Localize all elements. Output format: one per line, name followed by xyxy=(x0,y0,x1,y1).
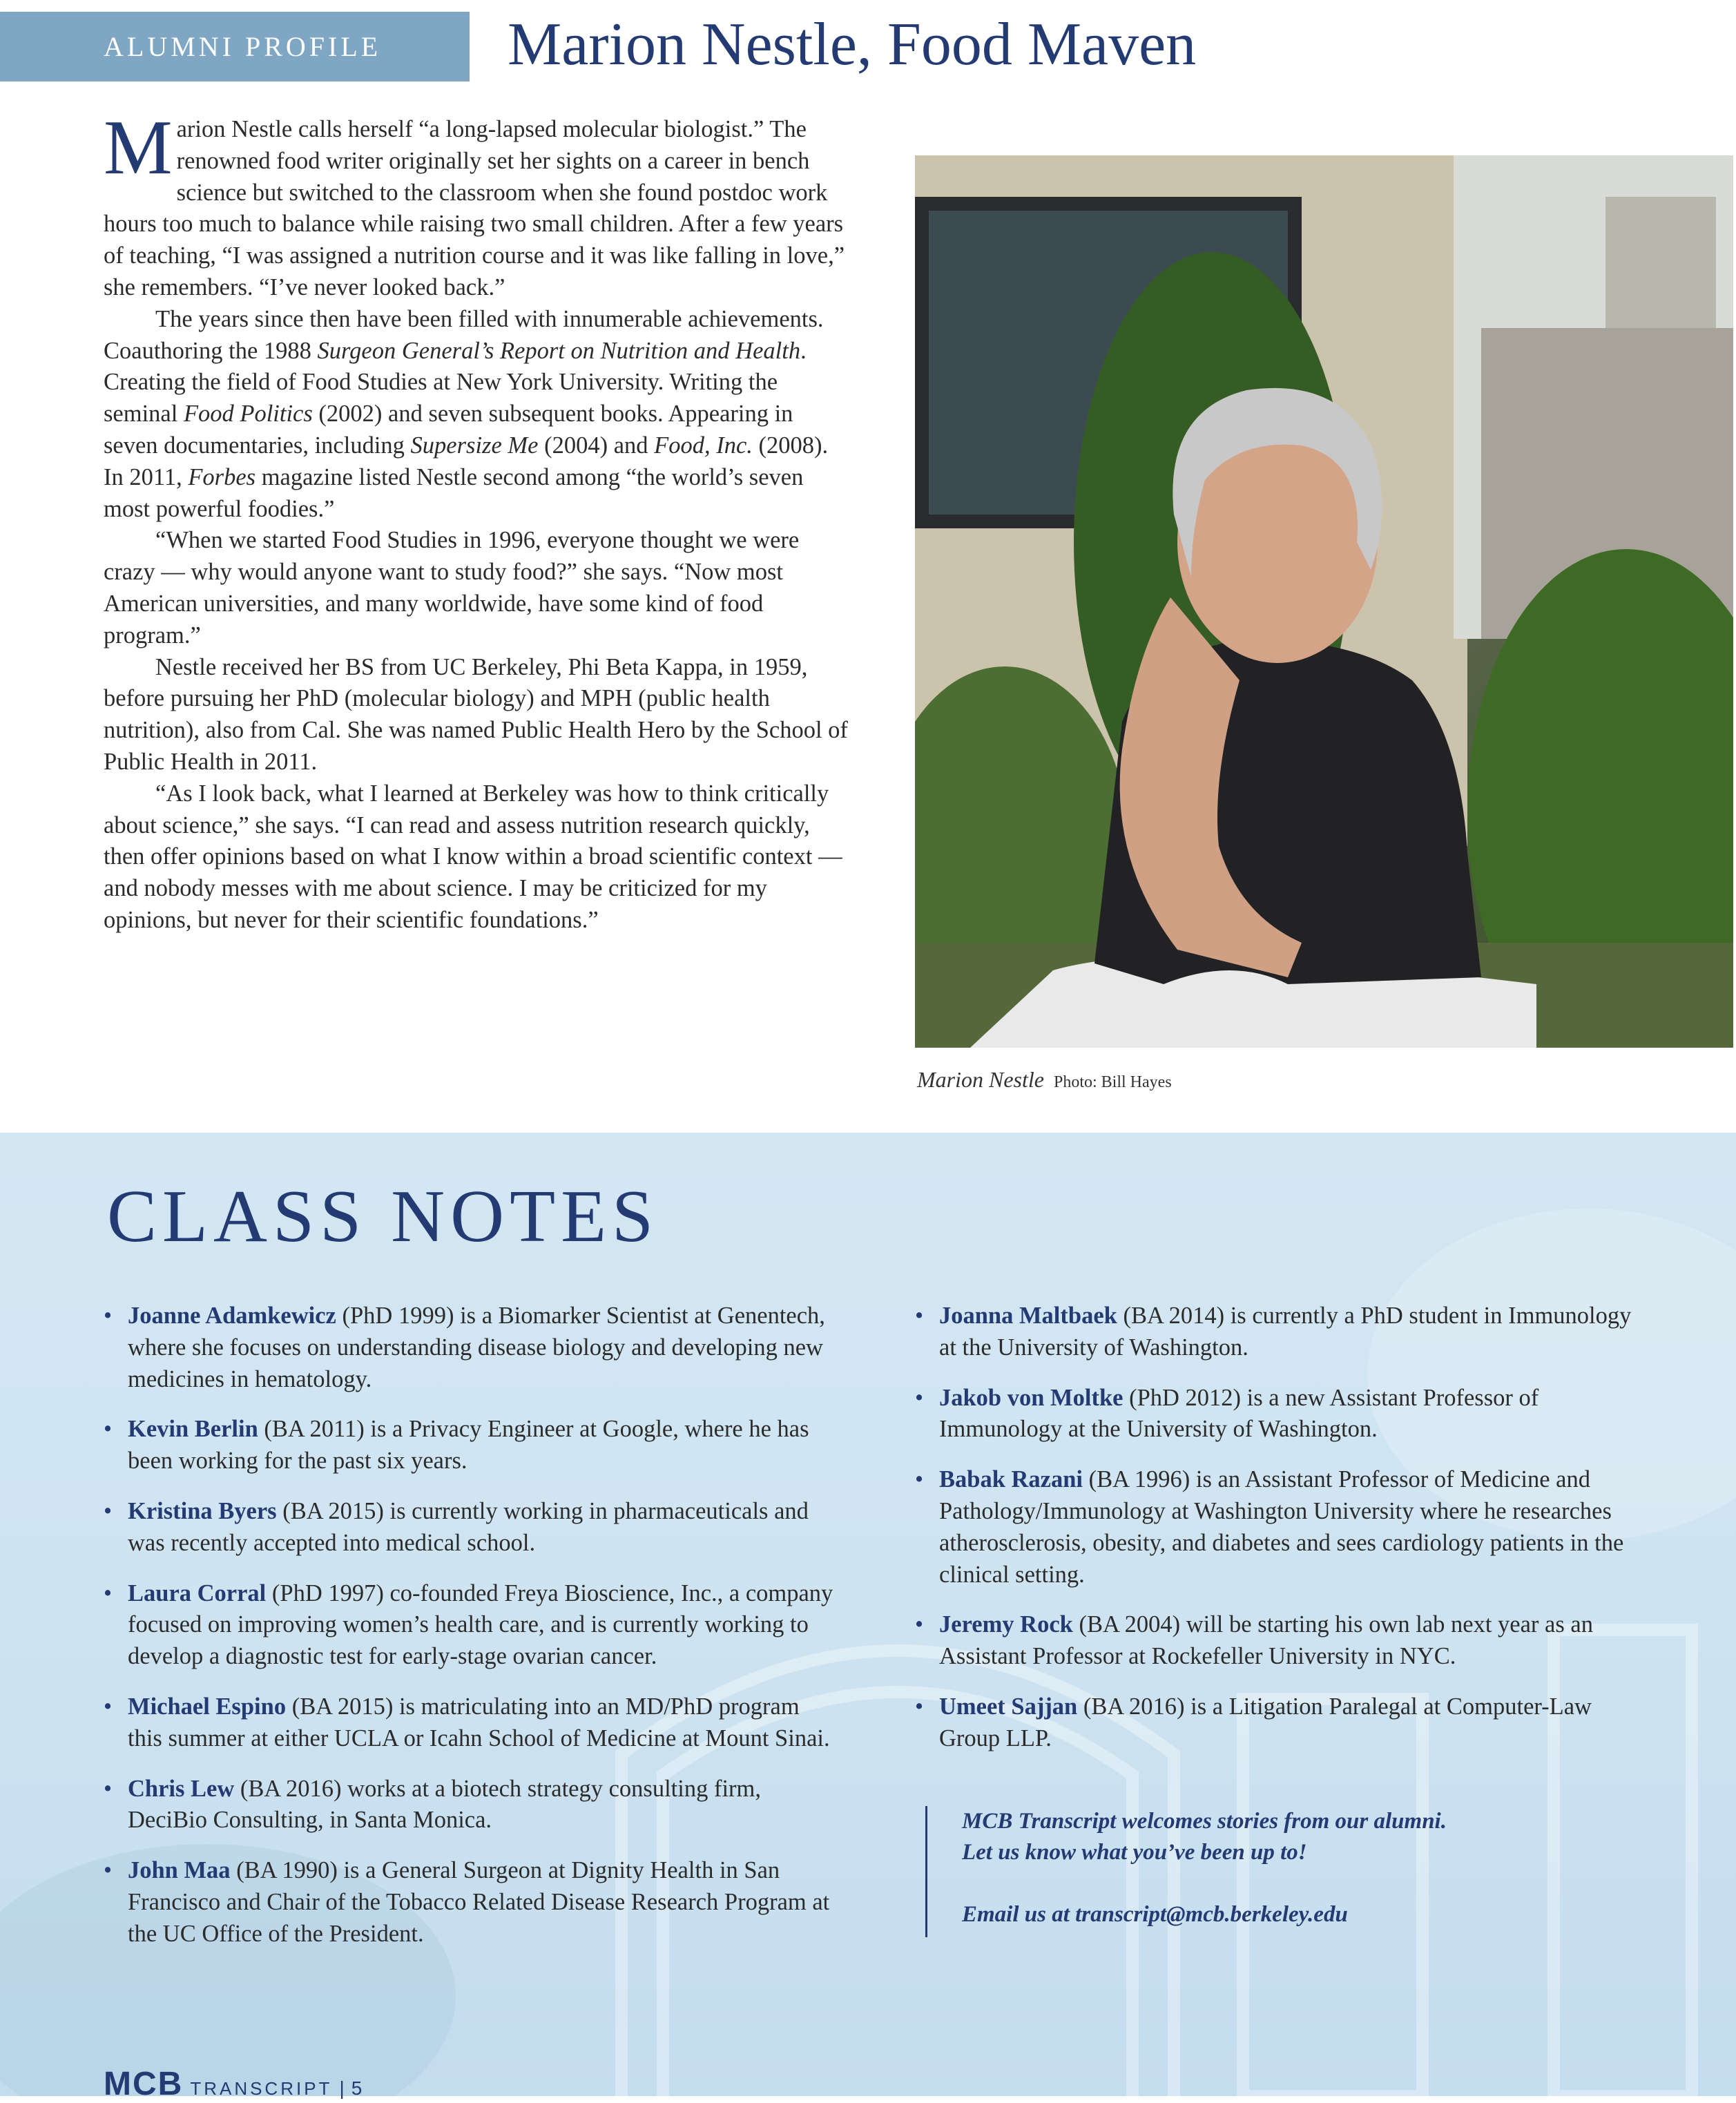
alumnus-name: Babak Razani xyxy=(939,1466,1083,1493)
alumnus-note: (PhD 1999) is a Biomarker Scientist at Genentech, where she focuses on understanding disease biology and developing new medicines in hematology. xyxy=(128,1303,825,1392)
caption-name: Marion Nestle xyxy=(917,1067,1044,1092)
bullet-icon: • xyxy=(104,1857,113,1884)
alumnus-note: (PhD 2012) is a new Assistant Professor of Immunology at the University of Washington. xyxy=(939,1384,1539,1443)
photo-caption xyxy=(917,1067,1172,1093)
alumnus-note: (BA 1996) is an Assistant Professor of Medicine and Pathology/Immunology at Washington University where he researches atherosclerosis, obesity, and diabetes and sees cardiology patients in the clinical setting. xyxy=(939,1466,1624,1588)
class-note-item xyxy=(915,1691,1647,1755)
class-note-item xyxy=(104,1774,836,1837)
callout-line-1: MCB Transcript welcomes stories from our alumni. xyxy=(962,1809,1447,1834)
article-paragraph: “When we started Food Studies in 1996, everyone thought we were crazy — why would anyone want to study food?” she says. “Now most American universities, and many worldwide, have some kind of food program.” xyxy=(104,527,800,649)
callout-line-2: Let us know what you’ve been up to! xyxy=(962,1840,1307,1865)
alumnus-note: (PhD 1997) co-founded Freya Bioscience, Inc., a company focused on improving women’s health care, and is currently working to develop a diagnostic test for early-stage ovarian cancer. xyxy=(128,1579,833,1670)
article-paragraph: Nestle received her BS from UC Berkeley, Phi Beta Kappa, in 1959, before pursuing her PhD (molecular biology) and MPH (public health nutrition), also from Cal. She was named Public Health Hero by the School of Public Health in 2011. xyxy=(104,653,848,775)
class-notes-right-column xyxy=(915,1300,1647,1774)
class-note-item xyxy=(915,1464,1647,1591)
bullet-icon: • xyxy=(915,1466,924,1493)
alumnus-name: Michael Espino xyxy=(128,1693,287,1720)
class-note-item xyxy=(104,1496,836,1559)
alumnus-note: (BA 2011) is a Privacy Engineer at Google, where he has been working for the past six years. xyxy=(128,1416,809,1475)
bullet-icon: • xyxy=(104,1416,113,1443)
alumnus-note: (BA 2014) is currently a PhD student in Immunology at the University of Washington. xyxy=(939,1303,1632,1361)
alumnus-note: (BA 2015) is currently working in pharmaceuticals and was recently accepted into medical school. xyxy=(128,1497,809,1556)
alumnus-note: (BA 1990) is a General Surgeon at Dignity Health in San Francisco and Chair of the Tobacco Related Disease Research Program at the UC Office of the President. xyxy=(128,1857,830,1947)
portrait-illustration xyxy=(915,155,1733,1048)
article-title: Marion Nestle, Food Maven xyxy=(508,11,1197,78)
alumnus-name: Umeet Sajjan xyxy=(939,1693,1078,1720)
class-notes-left-column xyxy=(104,1300,836,1969)
callout-email[interactable]: Email us at transcript@mcb.berkeley.edu xyxy=(962,1902,1348,1927)
article-paragraph: Marion Nestle calls herself “a long-lapsed molecular biologist.” The renowned food writer originally set her sights on a career in bench science but switched to the classroom when she found postdoc work hours too much to balance while raising two small children. After a few years of teaching, “I was assigned a nutrition course and it was like falling in love,” she remembers. “I’ve never looked back.” xyxy=(104,105,845,300)
class-note-item xyxy=(104,1300,836,1395)
article-body xyxy=(104,105,853,937)
alumnus-name: Jakob von Moltke xyxy=(939,1384,1123,1411)
bullet-icon: • xyxy=(915,1693,924,1720)
alumnus-note: (BA 2016) is a Litigation Paralegal at Computer-Law Group LLP. xyxy=(939,1693,1592,1751)
alumnus-name: Chris Lew xyxy=(128,1775,235,1802)
bullet-icon: • xyxy=(104,1775,113,1802)
bullet-icon: • xyxy=(915,1384,924,1411)
publication-name: TRANSCRIPT xyxy=(190,2078,333,2099)
class-note-item xyxy=(104,1691,836,1755)
bullet-icon: • xyxy=(104,1693,113,1720)
alumnus-name: Laura Corral xyxy=(128,1579,267,1606)
alumnus-name: Joanna Maltbaek xyxy=(939,1303,1117,1329)
section-label: ALUMNI PROFILE xyxy=(0,12,470,81)
class-note-item xyxy=(104,1414,836,1477)
alumnus-note: (BA 2016) works at a biotech strategy consulting firm, DeciBio Consulting, in Santa Monica. xyxy=(128,1775,761,1834)
class-notes-title: CLASS NOTES xyxy=(107,1175,659,1258)
bullet-icon: • xyxy=(104,1497,113,1524)
submission-callout xyxy=(925,1806,1547,1937)
photo-credit: Photo: Bill Hayes xyxy=(1053,1073,1172,1091)
bullet-icon: • xyxy=(915,1611,924,1638)
page-footer xyxy=(104,2065,362,2103)
drop-cap: M xyxy=(104,105,173,191)
bullet-icon: • xyxy=(104,1579,113,1606)
class-note-item xyxy=(104,1855,836,1950)
alumnus-note: (BA 2004) will be starting his own lab next year as an Assistant Professor at Rockefeller University in NYC. xyxy=(939,1611,1593,1670)
alumnus-name: Kristina Byers xyxy=(128,1497,277,1524)
alumnus-name: John Maa xyxy=(128,1857,231,1884)
alumnus-name: Kevin Berlin xyxy=(128,1416,258,1443)
page-number: 5 xyxy=(351,2077,363,2099)
alumnus-name: Joanne Adamkewicz xyxy=(128,1303,336,1329)
class-note-item xyxy=(915,1300,1647,1364)
footer-separator: | xyxy=(339,2077,345,2099)
alumnus-name: Jeremy Rock xyxy=(939,1611,1073,1638)
class-note-item xyxy=(104,1578,836,1673)
bullet-icon: • xyxy=(104,1303,113,1329)
bullet-icon: • xyxy=(915,1303,924,1329)
mcb-logo: MCB xyxy=(104,2066,184,2102)
alumnus-note: (BA 2015) is matriculating into an MD/PhD program this summer at either UCLA or Icahn School of Medicine at Mount Sinai. xyxy=(128,1693,830,1751)
class-note-item xyxy=(915,1609,1647,1673)
article-paragraph: The years since then have been filled with innumerable achievements. Coauthoring the 1988 Surgeon General’s Report on Nutrition and Health. Creating the field of Food Studies at New York University. Writing the seminal Food Politics (2002) and seven subsequent books. Appearing in seven documentaries, including Supersize Me (2004) and Food, Inc. (2008). In 2011, Forbes magazine listed Nestle second among “the world’s seven most powerful foodies.” xyxy=(104,305,829,522)
article-paragraph: “As I look back, what I learned at Berkeley was how to think critically about science,” she says. “I can read and assess nutrition research quickly, then offer opinions based on what I know within a broad scientific context — and nobody messes with me about science. I may be criticized for my opinions, but never for their scientific foundations.” xyxy=(104,780,842,933)
portrait-photo xyxy=(915,155,1733,1048)
class-note-item xyxy=(915,1383,1647,1446)
